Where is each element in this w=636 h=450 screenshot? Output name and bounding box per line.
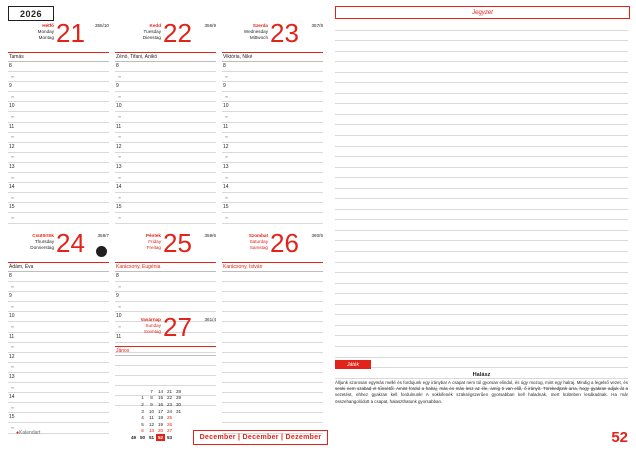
note-line xyxy=(335,157,628,168)
day-header xyxy=(222,18,323,53)
day-column-dec-21 xyxy=(8,18,109,224)
mini-calendar-row: 1 8 15 22 29 xyxy=(141,395,182,401)
hour-row xyxy=(222,302,323,312)
hour-row-half: ∞ xyxy=(115,112,216,122)
hour-row xyxy=(222,312,323,322)
planner-left-page xyxy=(8,6,326,444)
note-line xyxy=(335,52,628,63)
mini-calendar-row: 2 9 16 23 30 xyxy=(141,401,182,407)
note-line xyxy=(335,273,628,284)
day-names: Csütörtök Thursday Donnerstag xyxy=(30,233,54,251)
day-ordinal: 361/4 xyxy=(204,317,216,322)
day-header xyxy=(8,228,109,263)
hour-row xyxy=(222,413,323,423)
note-line xyxy=(335,168,628,179)
note-line xyxy=(335,62,628,73)
game-text: Álljunk szorosan egymás mellé és fordujunk egy irányba! A csapat nem túl gyorsan elindul, és úgy mozog, mint egy halraj. Mindig a legelső vezet, és senki nem szabad el tűnsétől. Amint fordul a halraj, más és más lesz az éle, amíg ti van elől, ő irányít. Törekedjünk arra, hogy gyakran adjuk át a vezetést, ehhez gyakran kell fordulnunk! A sokkifenék szükségszerűen gyorsabban kell haladnak, mert különben lesákadnak. Ha már összehangolódott a csapat, halaszthatunk gyorsabban. xyxy=(335,380,628,404)
hour-slots[interactable] xyxy=(115,62,216,224)
note-line xyxy=(335,336,628,347)
hour-row-half: ∞ xyxy=(8,363,109,373)
note-line xyxy=(335,147,628,158)
hour-row-half: ∞ xyxy=(8,213,109,223)
brand-logo: ●Kalendart xyxy=(16,430,41,436)
note-line xyxy=(335,231,628,242)
hour-row: 10 xyxy=(8,102,109,112)
mini-calendar-weeknumbers: 49 50 51 52 53 xyxy=(130,434,173,440)
note-line xyxy=(335,210,628,221)
hour-row xyxy=(222,353,323,363)
hour-row-half: ∞ xyxy=(115,302,216,312)
hour-row-half: ∞ xyxy=(8,133,109,143)
hour-row-half: ∞ xyxy=(8,282,109,292)
game-title: Halász xyxy=(472,372,491,378)
day-ordinal: 359/6 xyxy=(204,233,216,238)
hour-row xyxy=(115,356,216,366)
day-names: Szerda Wednesday Mittwoch xyxy=(243,23,268,41)
hour-row: 8 xyxy=(8,62,109,72)
hour-row: 9 xyxy=(8,82,109,92)
day-number: 21 xyxy=(56,18,85,48)
day-ordinal: 355/10 xyxy=(94,23,109,28)
game-box xyxy=(335,360,628,405)
day-column-dec-26 xyxy=(222,228,323,434)
day-number: 27 xyxy=(163,312,192,342)
hour-row: 8 xyxy=(115,272,216,282)
name-day: János xyxy=(115,347,216,356)
hour-row: 10 xyxy=(115,102,216,112)
note-line xyxy=(335,199,628,210)
game-tag: Játék xyxy=(335,360,371,369)
day-ordinal: 360/5 xyxy=(311,233,323,238)
hour-row-half: ∞ xyxy=(8,343,109,353)
hour-row: 11 xyxy=(115,123,216,133)
notes-header: Jegyzet xyxy=(335,6,630,19)
hour-row: 8 xyxy=(8,272,109,282)
hour-row: 12 xyxy=(8,143,109,153)
day-names: Vasárnap Sunday Sonntag xyxy=(140,317,161,335)
day-header xyxy=(115,312,216,347)
note-line xyxy=(335,31,628,42)
hour-row-half: ∞ xyxy=(8,173,109,183)
hour-row-half: ∞ xyxy=(8,72,109,82)
hour-row: 14 xyxy=(115,183,216,193)
hour-row: 15 xyxy=(8,203,109,213)
hour-row-half: ∞ xyxy=(115,322,216,332)
hour-row xyxy=(222,373,323,383)
hour-row: 10 xyxy=(8,312,109,322)
note-line xyxy=(335,136,628,147)
hour-row: 12 xyxy=(8,353,109,363)
mini-calendar-row: 6 13 20 27 xyxy=(141,428,173,434)
hour-row: 11 xyxy=(8,123,109,133)
hour-row-half: ∞ xyxy=(115,343,216,353)
hour-row-half: ∞ xyxy=(222,193,323,203)
name-day: Karácsony, István xyxy=(222,263,323,272)
hour-row-half: ∞ xyxy=(8,423,109,433)
day-ordinal: 356/9 xyxy=(204,23,216,28)
note-line xyxy=(335,115,628,126)
mini-calendar-table xyxy=(129,388,183,441)
hour-row: 12 xyxy=(222,143,323,153)
hour-row xyxy=(222,322,323,332)
day-header xyxy=(115,228,216,263)
note-line xyxy=(335,347,628,358)
day-number: 26 xyxy=(270,228,299,258)
day-number: 22 xyxy=(163,18,192,48)
hour-row: 13 xyxy=(8,373,109,383)
mini-calendar-row: 7 14 21 28 xyxy=(150,388,182,394)
note-line xyxy=(335,94,628,105)
hour-row xyxy=(222,333,323,343)
name-day: Ádám, Éva xyxy=(8,263,109,272)
hour-row-half: ∞ xyxy=(115,213,216,223)
year-box: 2026 xyxy=(8,6,54,21)
hour-row-half: ∞ xyxy=(222,133,323,143)
note-line xyxy=(335,294,628,305)
note-line xyxy=(335,73,628,84)
hour-row-half: ∞ xyxy=(8,153,109,163)
hour-row-half: ∞ xyxy=(115,173,216,183)
note-line xyxy=(335,20,628,31)
hour-row xyxy=(222,272,323,282)
day-number: 25 xyxy=(163,228,192,258)
hour-row-half: ∞ xyxy=(222,213,323,223)
new-moon-icon xyxy=(96,246,107,257)
day-header xyxy=(8,18,109,53)
hour-row xyxy=(115,376,216,386)
hour-row-half: ∞ xyxy=(222,153,323,163)
hour-slots[interactable] xyxy=(8,62,109,224)
hour-row xyxy=(222,403,323,413)
hour-row xyxy=(222,363,323,373)
note-line xyxy=(335,326,628,337)
hour-row-half: ∞ xyxy=(8,193,109,203)
day-names: Péntek Friday Freitag xyxy=(145,233,161,251)
note-line xyxy=(335,178,628,189)
hour-row-half: ∞ xyxy=(8,302,109,312)
hour-row-half: ∞ xyxy=(115,92,216,102)
day-names: Kedd Tuesday Dienstag xyxy=(142,23,161,41)
mini-calendar-row: 3 10 17 24 31 xyxy=(141,408,182,414)
note-line xyxy=(335,263,628,274)
day-names: Szombat Saturday Samstag xyxy=(248,233,268,251)
hour-row xyxy=(222,383,323,393)
month-bar: December | December | Dezember xyxy=(193,430,328,445)
hour-row-half: ∞ xyxy=(115,133,216,143)
hour-row: 14 xyxy=(222,183,323,193)
note-line xyxy=(335,189,628,200)
hour-row: 15 xyxy=(8,413,109,423)
note-line xyxy=(335,83,628,94)
hour-row: 11 xyxy=(115,333,216,343)
hour-row xyxy=(222,343,323,353)
hour-slots[interactable] xyxy=(8,272,109,434)
note-line xyxy=(335,41,628,52)
hour-row-half: ∞ xyxy=(115,193,216,203)
hour-slots[interactable] xyxy=(222,272,323,434)
day-number: 23 xyxy=(270,18,299,48)
page-number: 52 xyxy=(611,429,628,446)
hour-row-half: ∞ xyxy=(115,72,216,82)
hour-row-half: ∞ xyxy=(222,92,323,102)
hour-row-half: ∞ xyxy=(8,92,109,102)
hour-row: 10 xyxy=(115,312,216,322)
name-day: Zénó, Tifani, Anikó xyxy=(115,53,216,62)
hour-row: 10 xyxy=(222,102,323,112)
hour-row-half: ∞ xyxy=(222,72,323,82)
hour-row xyxy=(222,292,323,302)
hour-row: 9 xyxy=(222,82,323,92)
hour-row xyxy=(115,366,216,376)
day-column-dec-24 xyxy=(8,228,109,434)
hour-row: 9 xyxy=(115,292,216,302)
notes-lines[interactable] xyxy=(335,20,628,389)
notes-panel xyxy=(335,6,628,19)
hour-row xyxy=(222,393,323,403)
hour-row: 12 xyxy=(115,143,216,153)
hour-row: 9 xyxy=(115,82,216,92)
hour-row: 14 xyxy=(8,183,109,193)
hour-row-half: ∞ xyxy=(222,112,323,122)
note-line xyxy=(335,104,628,115)
day-names: Hétfő Monday Montag xyxy=(37,23,54,41)
hour-row xyxy=(222,282,323,292)
day-column-dec-22 xyxy=(115,18,216,224)
hour-row: 14 xyxy=(8,393,109,403)
mini-calendar-row: 4 11 18 25 xyxy=(141,415,173,421)
note-line xyxy=(335,125,628,136)
name-day: Karácsony, Eugénia xyxy=(115,263,216,272)
hour-row-half: ∞ xyxy=(115,282,216,292)
note-line xyxy=(335,252,628,263)
note-line xyxy=(335,315,628,326)
mini-calendar-row: 5 12 19 26 xyxy=(141,421,173,427)
note-line xyxy=(335,241,628,252)
hour-row: 15 xyxy=(115,203,216,213)
hour-row-half: ∞ xyxy=(8,403,109,413)
note-line xyxy=(335,284,628,295)
hour-row-half: ∞ xyxy=(115,153,216,163)
day-ordinal: 357/8 xyxy=(311,23,323,28)
hour-row-half: ∞ xyxy=(8,383,109,393)
hour-row: 13 xyxy=(8,163,109,173)
hour-row: 8 xyxy=(115,62,216,72)
name-day: Tamás xyxy=(8,53,109,62)
day-header xyxy=(222,228,323,263)
hour-row-half: ∞ xyxy=(8,112,109,122)
note-line xyxy=(335,305,628,316)
hour-row: 11 xyxy=(222,123,323,133)
day-column-dec-23 xyxy=(222,18,323,224)
hour-row: 9 xyxy=(8,292,109,302)
day-ordinal: 358/7 xyxy=(97,233,109,238)
hour-slots[interactable] xyxy=(222,62,323,224)
name-day: Viktória, Niké xyxy=(222,53,323,62)
hour-row-half: ∞ xyxy=(8,322,109,332)
hour-row: 13 xyxy=(115,163,216,173)
day-header xyxy=(115,18,216,53)
hour-row: 11 xyxy=(8,333,109,343)
hour-row: 15 xyxy=(222,203,323,213)
hour-row: 13 xyxy=(222,163,323,173)
day-number: 24 xyxy=(56,228,85,258)
hour-row: 8 xyxy=(222,62,323,72)
hour-row-half: ∞ xyxy=(222,173,323,183)
note-line xyxy=(335,220,628,231)
